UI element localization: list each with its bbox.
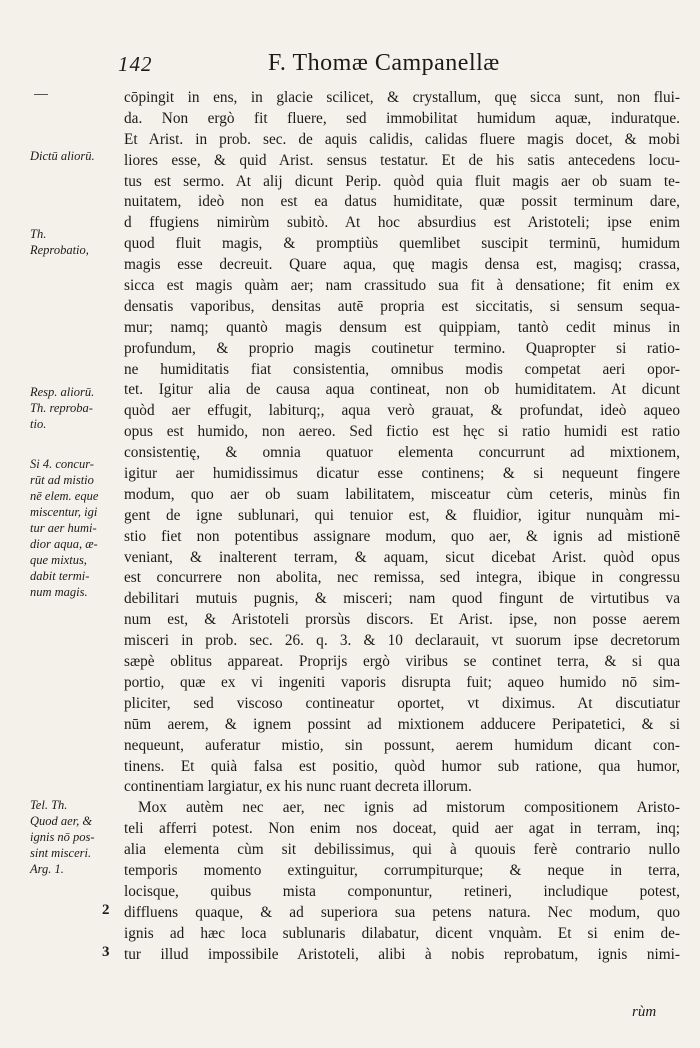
margin-note-dictu [30, 148, 122, 164]
margin-note-line: Tel. Th. [30, 798, 68, 812]
text-line: quòd aer effugit, labiturq;, aqua verò grauat, & profundat, ideò aqueo [124, 402, 680, 420]
margin-note-reprobatio [30, 226, 122, 258]
margin-note-resp [30, 384, 122, 432]
text-line: continentiam largiatur, ex his nunc ruant decreta illorum. [124, 778, 472, 796]
margin-note-tel [30, 797, 122, 877]
text-line: ne humiditatis fiat consistentia, omnibus modis competat aeri opor- [124, 360, 680, 378]
margin-note-line: rūt ad mistio [30, 473, 94, 487]
text-line: sæpè oblitus appareat. Proprijs ergò viribus se continet terra, & si qua [124, 653, 680, 671]
text-line: num est, & Aristoteli prorsùs discors. Et Arist. ipse, non posse aerem [124, 611, 680, 629]
margin-dash [34, 94, 48, 95]
text-line: temporis momento extinguitur, corrumpiturque; & neque in terra, [124, 861, 680, 879]
enumerator: 2 [102, 902, 110, 918]
text-line: opus est humido, non aereo. Sed fictio est hęc si ratio humidi est ratio [124, 423, 680, 441]
text-line: mur; namq; quantò magis densum est quippiam, tantò cedit minus in [124, 318, 680, 336]
text-line: tet. Igitur alia de causa aqua contineat, non ob humiditatem. At dicunt [124, 381, 680, 399]
text-line: ignis ad hæc loca sublunaris dilabatur, dicent vnquàm. Et si enim de- [124, 924, 680, 942]
running-head: F. Thomæ Campanellæ [268, 50, 500, 76]
margin-note-line: dior aqua, æ- [30, 537, 98, 551]
enumerator: 3 [102, 944, 110, 960]
text-line: portio, quæ ex vi ingeniti vaporis disrupta fuit; aqueo humido nō sim- [124, 673, 680, 691]
text-line: nuitatem, ideò non est ea datus humiditate, quæ possit terminum dare, [124, 193, 680, 211]
margin-note-line: sint misceri. [30, 846, 92, 860]
text-line: tinens. Et quià falsa est positio, quòd humor sub ratione, qua humor, [124, 757, 680, 775]
text-line: misceri in prob. sec. 26. q. 3. & 10 declarauit, vt suorum ipse decretorum [124, 632, 680, 650]
margin-note-si4 [30, 456, 122, 600]
text-line: tus est sermo. At alij dicunt Perip. quòd quia fluit magis aer ob suam te- [124, 172, 680, 190]
text-line: gent de igne sublunari, qui tenuior est, & fluidior, igitur nunquàm mi- [124, 506, 680, 524]
text-line: quod fluit magis, & promptiùs quemlibet suscipit terminū, humidum [124, 235, 680, 253]
text-line: est concurrere non abolita, nec remissa, sed integra, ibique in congressu [124, 569, 680, 587]
text-line: magis esse decreuit. Quare aqua, quę magis densa est, magisq; crassa, [124, 256, 680, 274]
margin-note-line: num magis. [30, 585, 88, 599]
margin-note-line: Reprobatio, [30, 243, 89, 257]
text-line: diffluens quaque, & ad superiora sua petens natura. Nec modum, quo [124, 903, 680, 921]
text-line: liores esse, & quid Arist. sensus testatur. Et de his satis antecedens locu- [124, 151, 680, 169]
text-line: locisque, quibus mista componuntur, retineri, includique potest, [124, 882, 680, 900]
text-line: veniant, & inalterent terram, & aquam, sicut dicebat Arist. quòd opus [124, 548, 680, 566]
text-line: d ffugiens nimirùm subitò. At hoc absurdius est Aristoteli; ipse enim [124, 214, 680, 232]
text-line: Et Arist. in prob. sec. de aquis calidis, calidas fluere magis docet, & mobi [124, 130, 680, 148]
margin-note-line: tur aer humi- [30, 521, 97, 535]
text-line: alia elementa cùm sit debilissimus, qui à quouis ferè contrario nullo [124, 841, 680, 859]
text-line: nequeunt, auferatur mistio, sin possunt, aerem humidum dicant con- [124, 736, 680, 754]
margin-note-line: Si 4. concur- [30, 457, 94, 471]
margin-note-line: Quod aer, & [30, 814, 93, 828]
text-line: stio fiet non potentibus assignare modum, quo aer, & ignis ad mistionē [124, 527, 680, 545]
margin-note-line: miscentur, igi [30, 505, 98, 519]
text-line: da. Non ergò fit fluere, sed immobilitat humidum aquæ, induratque. [124, 109, 680, 127]
margin-note-line: ignis nō pos- [30, 830, 95, 844]
text-line: profundum, & proprio magis coutinetur termino. Quapropter si ratio- [124, 339, 680, 357]
text-line: cōpingit in ens, in glacie scilicet, & crystallum, quę sicca sunt, non flui- [124, 89, 680, 106]
text-line: pliciter, sed viscoso contineatur oportet, vt diximus. At discutiatur [124, 694, 680, 712]
margin-note-line: tio. [30, 417, 47, 431]
text-line: tur illud impossibile Aristoteli, alibi à nobis reprobatum, ignis nimi- [124, 945, 680, 963]
text-line: densatis vaporibus, densitas autē propria est siccitatis, si sensum sequa- [124, 297, 680, 315]
text-line: nūm aerem, & ignem possint ad mixtionem adducere Peripatetici, & si [124, 715, 680, 733]
text-line: teli afferri potest. Non enim nos doceat, quid aer agat in terram, inq; [124, 820, 680, 838]
text-line: sicca est magis quàm aer; nam crassitudo sua fit à densatione; fit enim ex [124, 277, 680, 295]
margin-note-line: Th. reproba- [30, 401, 93, 415]
text-line: debilitari mutuis pugnis, & misceri; nam quod fingunt de virtutibus va [124, 590, 680, 608]
margin-note-line: nē elem. eque [30, 489, 99, 503]
page-header [118, 52, 678, 82]
margin-note-line: Arg. 1. [30, 862, 64, 876]
page-number: 142 [118, 52, 153, 76]
body-text [124, 88, 680, 965]
margin-note-line: Th. [30, 227, 47, 241]
text-line: consistentię, & omnia quatuor elementa concurrunt ad mixtionem, [124, 444, 680, 462]
margin-note-line: que mixtus, [30, 553, 87, 567]
margin-note-line: Resp. aliorū. [30, 385, 95, 399]
text-line: Mox autèm nec aer, nec ignis ad mistorum compositionem Aristo- [138, 799, 680, 817]
text-line: modum, quo aer ob suam labilitatem, misceatur cùm ceteris, minùs fin [124, 485, 680, 503]
catchword: rùm [632, 1004, 657, 1020]
margin-note-line: dabit termi- [30, 569, 90, 583]
margin-note-line: Dictū aliorū. [30, 149, 95, 163]
text-line: igitur aer humidissimus dicatur esse continens; & si nequeunt fingere [124, 465, 680, 483]
